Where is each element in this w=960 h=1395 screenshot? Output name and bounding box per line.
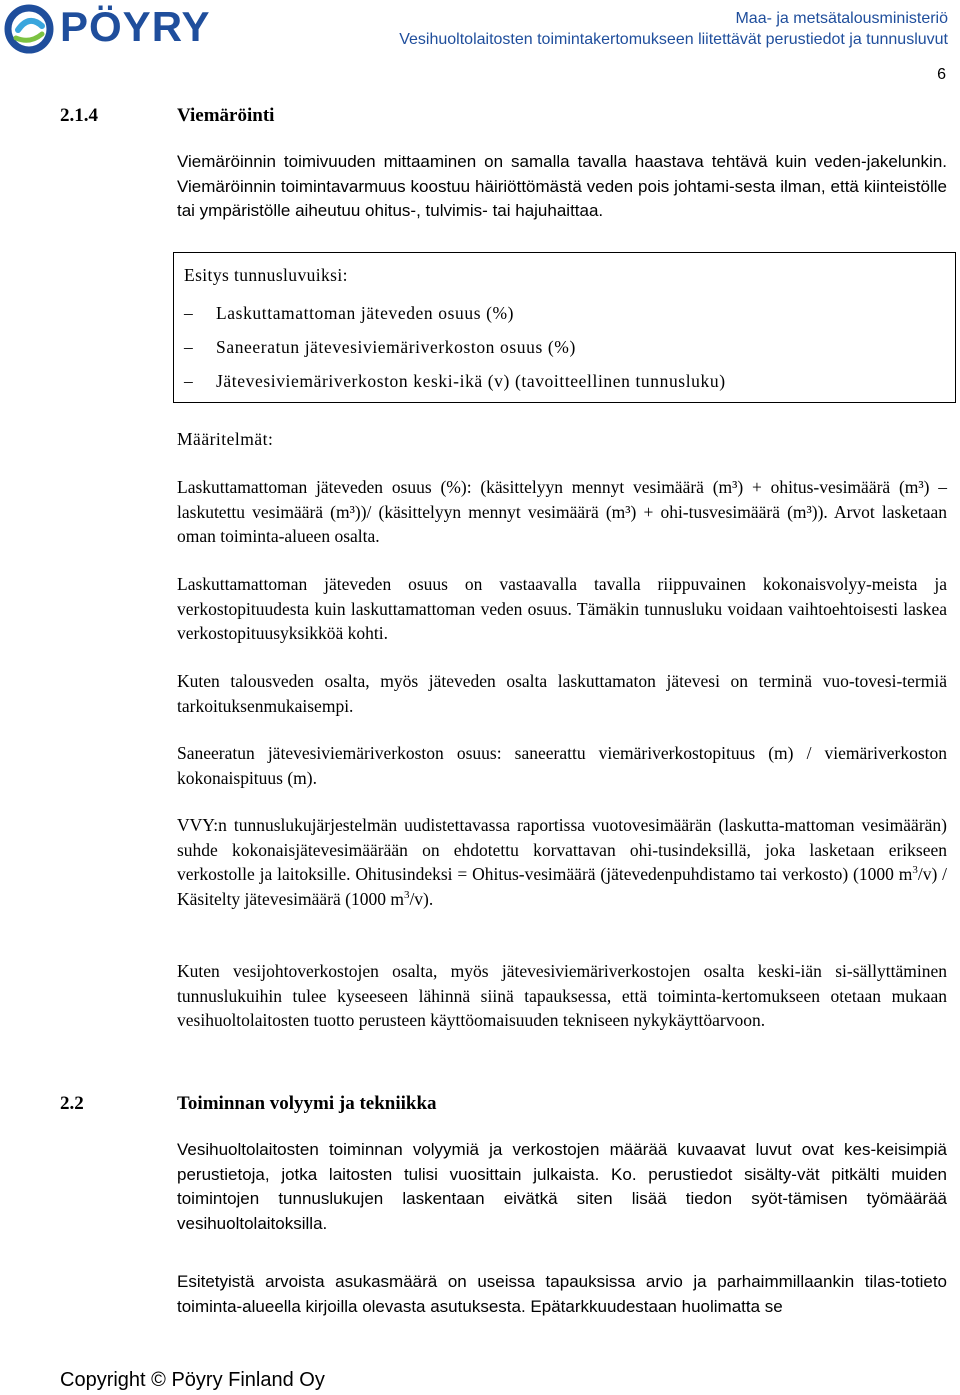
box-title: Esitys tunnusluvuiksi:: [184, 265, 348, 285]
dash-bullet: –: [184, 337, 194, 357]
dash-bullet: –: [184, 303, 194, 323]
logo-wordmark: PÖYRY: [60, 3, 211, 50]
page-number: 6: [937, 66, 946, 83]
document-subtitle: Vesihuoltolaitosten toimintakertomukseen liitettävät perustiedot ja tunnusluvut: [399, 31, 948, 48]
poyry-logo: [4, 2, 244, 52]
paragraph-unbilled-share: Laskuttamattoman jäteveden osuus on vastaavalla tavalla riippuvainen kokonaisvolyy-meista ja verkostopituudesta kuin laskuttamattoman veden osuus. Tämäkin tunnusluku voidaan vaihtoehtoisesti laskea verkostopituusyksikköä kohti.: [177, 574, 947, 643]
indicator-proposal-box: [173, 252, 956, 403]
list-item-text: Saneeratun jätevesiviemäriverkoston osuus (%): [216, 337, 576, 357]
poyry-swirl-icon: [4, 4, 54, 54]
paragraph-bypass-index: [177, 813, 947, 911]
definitions-label: Määritelmät:: [177, 429, 274, 449]
header-right: [399, 8, 948, 50]
footer-copyright: Copyright © Pöyry Finland Oy: [60, 1369, 325, 1391]
list-item-text: Laskuttamattoman jäteveden osuus (%): [216, 303, 515, 323]
paragraph-renovated-share: Saneeratun jätevesiviemäriverkoston osuus: saneerattu viemäriverkostopituus (m) / viemäriverkoston kokonaispituus (m).: [177, 743, 947, 788]
intro-paragraph: Viemäröinnin toimivuuden mittaaminen on samalla tavalla haastava tehtävä kuin veden-jakelunkin. Viemäröinnin toimintavarmuus koostuu häiriöttömästä veden pois johtami-sesta ilman, että kiinteistölle tai ympäristölle aiheutuu ohitus-, tulvimis- tai hajuhaittaa.: [177, 152, 947, 220]
list-item-text: Jätevesiviemäriverkoston keski-ikä (v) (tavoitteellinen tunnusluku): [216, 371, 726, 391]
paragraph-volume: Vesihuoltolaitosten toiminnan volyymiä ja verkostojen määrää kuvaavat luvut ovat kes-keisimpiä perustietoja, jotka laitosten tulisi vuosittain julkaista. Ko. perustiedot sisälty-vät pitkälti muiden toimintojen tunnuslukujen laskentaan eivätkä siten lisää tiedon syöt-tämisen työmäärää vesihuoltolaitoksilla.: [177, 1140, 947, 1233]
ministry-name: Maa- ja metsätalousministeriö: [735, 10, 948, 27]
section-number: 2.1.4: [60, 105, 98, 126]
paragraph-network-age: Kuten vesijohtoverkostojen osalta, myös jätevesiviemäriverkostojen osalta keski-iän si-sällyttäminen tunnuslukuihin tulee kyseeseen lähinnä siinä tapauksessa, että toiminta-kertomukseen otetaan mukaan vesihuoltolaitosten tuotto perusteen käyttöomaisuuden tekniseen nykykäyttöarvoon.: [177, 961, 947, 1030]
dash-bullet: –: [184, 371, 194, 391]
section-title: Viemäröinti: [177, 105, 275, 126]
indicator-list: [184, 301, 726, 403]
section-title: Toiminnan volyymi ja tekniikka: [177, 1093, 437, 1114]
list-item: [184, 335, 726, 369]
superscript: 3: [912, 864, 918, 876]
bypass-text-2: /v) / Käsitelty jätevesimäärä (1000 m: [177, 864, 947, 909]
paragraph-terminology: Kuten talousveden osalta, myös jäteveden osalta laskuttamaton jätevesi on terminä vuo-tovesi-termiä tarkoituksenmukaisempi.: [177, 671, 947, 716]
paragraph-population: Esitetyistä arvoista asukasmäärä on useissa tapauksissa arvio ja parhaimmillaankin tilas-totieto toiminta-alueella kirjoilla olevasta asutuksesta. Epätarkkuudestaan huolimatta se: [177, 1272, 947, 1316]
definition-paragraph: Laskuttamattoman jäteveden osuus (%): (käsittelyyn mennyt vesimäärä (m³) + ohitus-vesimäärä (m³) – laskutettu vesimäärä (m³))/ (käsittelyyn mennyt vesimäärä (m³) + ohi-tusvesimäärä (m³)). Arvot lasketaan oman toiminta-alueen osalta.: [177, 477, 947, 546]
list-item: [184, 301, 726, 335]
bypass-text-1: VVY:n tunnuslukujärjestelmän uudistettavassa raportissa vuotovesimäärän (laskutta-mattoman vesimäärän) suhde kokonaisjätevesimäärään on ehdotettu korvattavan ohi-tusindeksillä, joka lasketaan erikseen verkostolle ja laitoksille. Ohitusindeksi = Ohitus-vesimäärä (jätevedenpuhdistamo tai verkosto) (1000 m: [177, 815, 947, 884]
bypass-text-3: /v).: [409, 888, 434, 909]
list-item: [184, 369, 726, 403]
section-number: 2.2: [60, 1093, 84, 1114]
superscript: 3: [403, 888, 410, 901]
